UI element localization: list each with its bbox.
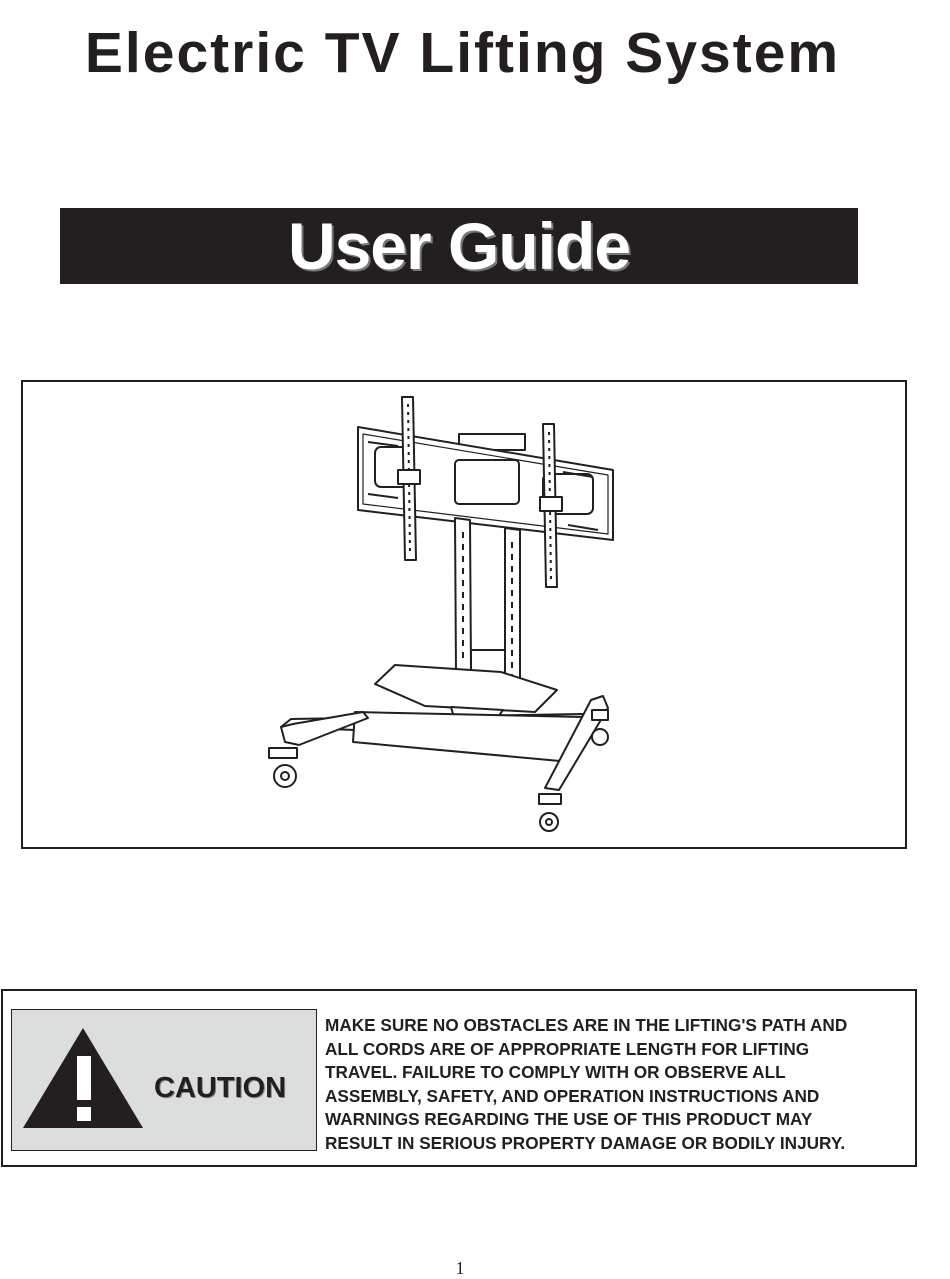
caution-panel [11, 1009, 317, 1151]
caution-line: ALL CORDS ARE OF APPROPRIATE LENGTH FOR LIFTING [325, 1038, 810, 1059]
product-illustration-frame [21, 380, 907, 849]
caution-message [325, 1013, 915, 1155]
document-title: Electric TV Lifting System [84, 21, 841, 85]
caution-label: CAUTION [154, 1072, 287, 1104]
caution-line: ASSEMBLY, SAFETY, AND OPERATION INSTRUCTIONS AND [325, 1085, 820, 1106]
caution-line: RESULT IN SERIOUS PROPERTY DAMAGE OR BODILY INJURY. [325, 1132, 846, 1153]
caution-line: MAKE SURE NO OBSTACLES ARE IN THE LIFTING'S PATH AND [325, 1015, 848, 1035]
caution-line: WARNINGS REGARDING THE USE OF THIS PRODUCT MAY [325, 1109, 813, 1130]
user-guide-banner [60, 208, 858, 284]
page-number: 1 [455, 1258, 465, 1278]
user-guide-heading: User Guide [287, 209, 631, 283]
caution-notice [1, 989, 917, 1167]
warning-triangle-icon [21, 1026, 145, 1130]
tv-stand-cart-illustration [23, 382, 905, 847]
caution-line: TRAVEL. FAILURE TO COMPLY WITH OR OBSERVE ALL [325, 1062, 786, 1083]
